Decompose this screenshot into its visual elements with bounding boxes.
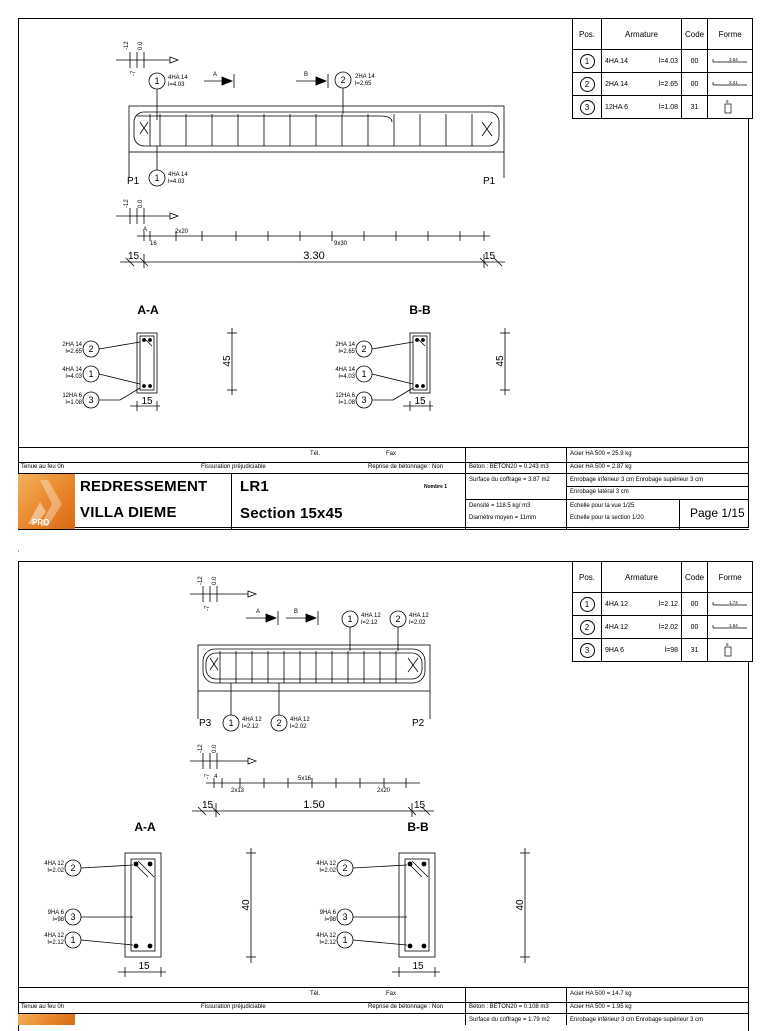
table-row: 3 9HA 6 l=98 31 9	[573, 639, 753, 662]
page-number: Page 1/15	[690, 506, 745, 520]
support-label-left: P3	[199, 718, 212, 729]
svg-text:2HA 14: 2HA 14	[335, 342, 355, 348]
crack-class: Fissuration préjudiciable	[201, 464, 266, 470]
bar-callout-length: l=4.03	[168, 82, 185, 88]
title-block: Tél. Fax Tenue au feu 0h Fissuration préjudiciable Reprise de bétonnage : Non Acier HA 500 = 14.7 kg Acier HA 500 = 1.95 kg Béton : BETON20 = 0.108 m3 Surface du coffrage = 1.79 m2 Enrobage inférieur 3 cm Enrobage supérieur 3 cm	[18, 987, 749, 1025]
svg-text:2HA 14: 2HA 14	[62, 342, 82, 348]
svg-text:2.41: 2.41	[729, 80, 738, 85]
svg-text:l=1.08: l=1.08	[65, 400, 82, 406]
scale-section: Echelle pour la section 1/20	[570, 515, 644, 521]
software-logo	[18, 1014, 75, 1025]
svg-text:12HA 6: 12HA 6	[335, 393, 355, 399]
svg-text:l=2.12: l=2.12	[361, 620, 378, 626]
svg-text:B: B	[294, 609, 299, 615]
beam-elevation	[129, 106, 504, 178]
cover-top-bottom: Enrobage inférieur 3 cm Enrobage supérieur 3 cm	[570, 477, 704, 483]
svg-text:A: A	[256, 609, 261, 615]
svg-text:3: 3	[361, 395, 367, 405]
section-height: 45	[222, 355, 233, 367]
straight-bar-shape-icon	[711, 597, 749, 609]
table-row: 2 4HA 12 l=2.02 00 1.64	[573, 616, 753, 639]
svg-text:l=1.08: l=1.08	[338, 400, 355, 406]
svg-text:1: 1	[70, 935, 76, 945]
svg-text:0.0: 0.0	[212, 744, 218, 753]
section-width: 15	[141, 396, 153, 407]
logo-pro-label: PRO	[32, 518, 50, 527]
table-row: 1 4HA 12 l=2.12 00 1.74	[573, 593, 753, 616]
svg-text:2: 2	[342, 863, 348, 873]
section-b-title: B-B	[409, 303, 431, 317]
steel-weight-1: Acier HA 500 = 25.9 kg	[570, 451, 632, 457]
svg-text:2: 2	[88, 344, 94, 354]
svg-text:4HA 12: 4HA 12	[44, 933, 64, 939]
svg-text:3: 3	[342, 912, 348, 922]
svg-text:2x20: 2x20	[377, 788, 391, 794]
svg-text:9HA 6: 9HA 6	[319, 910, 336, 916]
svg-text:4HA 12: 4HA 12	[361, 613, 381, 619]
svg-text:40: 40	[241, 899, 252, 911]
svg-text:40: 40	[515, 899, 526, 911]
steel-weight-2: Acier HA 500 = 2.87 kg	[570, 464, 632, 470]
bar-callout-number: 1	[154, 76, 160, 86]
level-mark-b: 0.0	[138, 41, 144, 50]
bar-callout-label: 4HA 14	[168, 75, 188, 81]
dim-right: 15	[484, 251, 496, 262]
section-size: Section 15x45	[240, 505, 343, 522]
svg-text:l=4.03: l=4.03	[65, 374, 82, 380]
rebar-schedule-table: Pos. Armature Code Forme 1 4HA 12 l=2.12 00 1.74 2 4HA 12 l=2.02 00 1.64 3 9HA 6 l=98 31 9	[572, 561, 753, 662]
svg-text:1: 1	[361, 369, 367, 379]
bar-callout-length: l=4.03	[168, 179, 185, 185]
fax-label: Fax	[386, 451, 397, 457]
svg-text:2: 2	[361, 344, 367, 354]
shape-code: 00	[682, 50, 708, 73]
scale-view: Echelle pour la vue 1/25	[570, 503, 635, 509]
svg-text:5x16: 5x16	[298, 776, 312, 782]
svg-text:2: 2	[276, 718, 282, 728]
svg-text:4HA 12: 4HA 12	[316, 933, 336, 939]
svg-text:45: 45	[495, 355, 506, 367]
svg-text:1.64: 1.64	[729, 623, 738, 628]
svg-text:1.74: 1.74	[729, 600, 738, 605]
svg-text:l=2.12: l=2.12	[47, 940, 64, 946]
beam-elevation	[198, 645, 430, 719]
dim-left: 15	[128, 251, 140, 262]
cover-side: Enrobage latéral 3 cm	[570, 489, 629, 495]
svg-text:l=98: l=98	[52, 917, 64, 923]
svg-text:4HA 12: 4HA 12	[242, 717, 262, 723]
level-mark-a: -12	[124, 41, 130, 50]
svg-text:15: 15	[138, 961, 150, 972]
section-arrow-a: A	[213, 72, 218, 78]
svg-text:-12: -12	[198, 576, 204, 585]
dim-main: 3.30	[303, 250, 325, 262]
section-b-title: B-B	[407, 820, 429, 834]
bar-callout-length: l=2.65	[355, 81, 372, 87]
fire-rating: Tenue au feu 0h	[21, 464, 65, 470]
svg-text:1.50: 1.50	[303, 799, 325, 811]
mean-diameter: Diamètre moyen = 11mm	[469, 515, 537, 521]
svg-text:4HA 12: 4HA 12	[409, 613, 429, 619]
cross-section-a	[83, 328, 237, 411]
stirrup-first-spacing: 16	[150, 241, 157, 247]
element-name: LR1	[240, 478, 269, 495]
level-mark-c: -7	[131, 70, 137, 76]
svg-text:15: 15	[414, 396, 426, 407]
svg-text:l=2.02: l=2.02	[290, 724, 307, 730]
tel-label: Tél.	[310, 451, 321, 457]
svg-text:-12: -12	[198, 744, 204, 753]
stirrup-shape-icon	[711, 98, 749, 114]
stirrup-shape-icon	[711, 641, 749, 657]
cross-section-b	[337, 848, 530, 977]
svg-text:l=4.03: l=4.03	[338, 374, 355, 380]
svg-text:4HA 12: 4HA 12	[290, 717, 310, 723]
table-row: 3 12HA 6 l=1.08 31 9	[573, 96, 753, 119]
svg-text:l=2.65: l=2.65	[338, 349, 355, 355]
section-a-title: A-A	[134, 820, 156, 834]
col-header-armature: Armature	[602, 19, 682, 50]
svg-text:4HA 14: 4HA 14	[62, 367, 82, 373]
col-header-code: Code	[682, 19, 708, 50]
svg-text:l=2.02: l=2.02	[409, 620, 426, 626]
project-name-line-2: VILLA DIEME	[80, 504, 177, 521]
drawing-sheet-2	[0, 543, 768, 1024]
concrete-recovery: Reprise de bétonnage : Non	[368, 464, 444, 470]
support-label-left: P1	[127, 176, 140, 187]
svg-text:1: 1	[342, 935, 348, 945]
title-block	[18, 447, 749, 530]
svg-text:0.0: 0.0	[138, 199, 144, 208]
svg-text:l=2.12: l=2.12	[242, 724, 259, 730]
stirrup-spacing-2: 9x30	[334, 241, 348, 247]
svg-text:-7: -7	[205, 773, 211, 779]
support-label-right: P1	[483, 176, 496, 187]
density: Densité = 118.5 kg/ m3	[469, 503, 531, 509]
software-logo	[18, 474, 75, 529]
section-arrow-b: B	[304, 72, 309, 78]
svg-text:-12: -12	[124, 199, 130, 208]
bar-callout-label: 2HA 14	[355, 74, 375, 80]
svg-text:2: 2	[395, 614, 401, 624]
straight-bar-shape-icon	[711, 54, 749, 66]
svg-text:1: 1	[228, 718, 234, 728]
straight-bar-shape-icon	[711, 620, 749, 632]
bar-callout-number: 1	[154, 173, 160, 183]
position-number: 1	[580, 54, 595, 69]
bar-callout-number: 2	[340, 75, 346, 85]
svg-text:4: 4	[214, 774, 218, 780]
svg-text:3.54: 3.54	[729, 57, 738, 62]
svg-text:0.0: 0.0	[212, 576, 218, 585]
concrete-volume: Béton : BETON20 = 0.243 m3	[469, 464, 549, 470]
sheet-corner-mark: '	[18, 551, 20, 557]
svg-text:l=2.12: l=2.12	[319, 940, 336, 946]
cross-section-b	[356, 328, 510, 411]
col-header-forme: Forme	[708, 19, 753, 50]
svg-text:l=2.02: l=2.02	[47, 868, 64, 874]
straight-bar-shape-icon	[711, 77, 749, 89]
svg-text:-7: -7	[205, 605, 211, 611]
section-a-title: A-A	[137, 303, 159, 317]
stirrup-spacing-1: 2x20	[175, 229, 189, 235]
svg-text:15: 15	[414, 800, 426, 811]
formwork-area: Surface du coffrage = 3.87 m2	[469, 477, 550, 483]
project-name-line-1: REDRESSEMENT	[80, 478, 208, 495]
svg-text:l=98: l=98	[324, 917, 336, 923]
svg-text:2: 2	[70, 863, 76, 873]
svg-text:1: 1	[347, 614, 353, 624]
svg-text:4HA 12: 4HA 12	[316, 861, 336, 867]
rebar-schedule-table	[572, 18, 753, 119]
svg-text:2x13: 2x13	[231, 788, 245, 794]
svg-text:15: 15	[202, 800, 214, 811]
svg-text:9: 9	[726, 99, 729, 104]
svg-text:3: 3	[88, 395, 94, 405]
bar-spec: 4HA 14	[605, 57, 628, 65]
svg-text:3: 3	[70, 912, 76, 922]
stirrup-mark: A	[143, 227, 148, 233]
element-count: Nombre 1	[424, 484, 448, 490]
col-header-pos: Pos.	[573, 19, 602, 50]
svg-text:12HA 6: 12HA 6	[62, 393, 82, 399]
svg-text:4HA 12: 4HA 12	[44, 861, 64, 867]
svg-text:15: 15	[412, 961, 424, 972]
svg-text:l=2.65: l=2.65	[65, 349, 82, 355]
svg-text:l=2.02: l=2.02	[319, 868, 336, 874]
bar-callout-label: 4HA 14	[168, 172, 188, 178]
table-row	[573, 50, 753, 73]
svg-text:9: 9	[726, 642, 729, 647]
svg-text:4HA 14: 4HA 14	[335, 367, 355, 373]
stirrup-spacing-dimension	[137, 231, 490, 241]
bar-length: l=4.03	[658, 57, 678, 65]
svg-text:9HA 6: 9HA 6	[47, 910, 64, 916]
svg-text:1: 1	[88, 369, 94, 379]
cross-section-a	[65, 848, 256, 977]
level-marker	[116, 41, 178, 76]
support-label-right: P2	[412, 718, 425, 729]
table-row: 2 2HA 14 l=2.65 00 2.41	[573, 73, 753, 96]
